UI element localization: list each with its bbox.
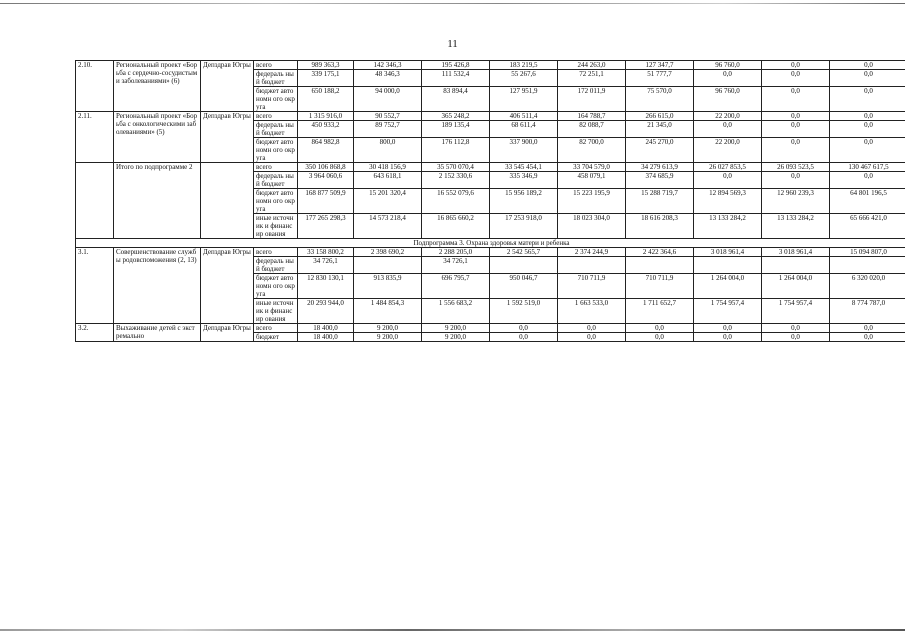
year-amount-cell: 337 900,0	[490, 138, 558, 163]
period-amount-cell: 0,0	[830, 172, 905, 189]
year-amount-cell	[490, 257, 558, 274]
year-amount-cell: 1 663 533,0	[558, 299, 626, 324]
year-amount-cell: 0,0	[762, 172, 830, 189]
year-amount-cell: 244 263,0	[558, 61, 626, 70]
funding-source: бюджет автономн ого округа	[254, 189, 298, 214]
funding-source: бюджет автономн ого округа	[254, 87, 298, 112]
item-code: 2.11.	[76, 112, 114, 163]
year-amount-cell: 12 894 569,3	[694, 189, 762, 214]
year-amount-cell: 0,0	[694, 324, 762, 333]
total-amount-cell: 168 877 509,9	[298, 189, 354, 214]
year-amount-cell	[762, 257, 830, 274]
period-amount-cell: 130 467 617,5	[830, 163, 905, 172]
period-amount-cell: 6 320 020,0	[830, 274, 905, 299]
period-amount-cell: 0,0	[830, 138, 905, 163]
funding-source: иные источник и финансир ования	[254, 299, 298, 324]
year-amount-cell: 9 200,0	[422, 324, 490, 333]
item-title: Выхаживание детей с экстремально	[114, 324, 201, 342]
year-amount-cell: 34 726,1	[422, 257, 490, 274]
total-amount-cell: 3 964 060,6	[298, 172, 354, 189]
year-amount-cell: 696 795,7	[422, 274, 490, 299]
year-amount-cell: 127 347,7	[626, 61, 694, 70]
year-amount-cell: 2 542 565,7	[490, 248, 558, 257]
year-amount-cell: 35 570 070,4	[422, 163, 490, 172]
item-executor: Депздрав Югры	[201, 324, 254, 342]
year-amount-cell: 55 267,6	[490, 70, 558, 87]
year-amount-cell: 14 573 218,4	[354, 214, 422, 239]
year-amount-cell: 127 951,9	[490, 87, 558, 112]
total-amount-cell: 650 188,2	[298, 87, 354, 112]
year-amount-cell: 374 685,9	[626, 172, 694, 189]
year-amount-cell: 710 711,9	[558, 274, 626, 299]
year-amount-cell: 89 752,7	[354, 121, 422, 138]
year-amount-cell	[558, 257, 626, 274]
year-amount-cell: 82 088,7	[558, 121, 626, 138]
item-code	[76, 163, 114, 239]
funding-source: бюджет	[254, 333, 298, 342]
period-amount-cell: 0,0	[830, 324, 905, 333]
year-amount-cell: 9 200,0	[354, 333, 422, 342]
funding-source: всего	[254, 61, 298, 70]
funding-source: иные источник и финансир ования	[254, 214, 298, 239]
year-amount-cell: 17 253 918,0	[490, 214, 558, 239]
year-amount-cell: 1 264 004,0	[762, 274, 830, 299]
page-number: 11	[447, 38, 458, 50]
total-amount-cell: 34 726,1	[298, 257, 354, 274]
year-amount-cell: 913 835,9	[354, 274, 422, 299]
year-amount-cell: 22 200,0	[694, 112, 762, 121]
year-amount-cell: 90 552,7	[354, 112, 422, 121]
total-amount-cell: 18 400,0	[298, 324, 354, 333]
year-amount-cell	[694, 257, 762, 274]
year-amount-cell: 0,0	[490, 333, 558, 342]
year-amount-cell: 800,0	[354, 138, 422, 163]
year-amount-cell: 22 200,0	[694, 138, 762, 163]
funding-source: всего	[254, 112, 298, 121]
year-amount-cell: 0,0	[694, 121, 762, 138]
year-amount-cell: 9 200,0	[354, 324, 422, 333]
year-amount-cell: 16 865 660,2	[422, 214, 490, 239]
total-amount-cell: 450 933,2	[298, 121, 354, 138]
item-title: Совершенствование службы родовспоможения (2, 13)	[114, 248, 201, 324]
period-amount-cell: 0,0	[830, 61, 905, 70]
total-amount-cell: 350 106 868,8	[298, 163, 354, 172]
year-amount-cell: 96 760,0	[694, 87, 762, 112]
year-amount-cell: 0,0	[626, 324, 694, 333]
item-title: Итого по подпрограмме 2	[114, 163, 201, 239]
scan-edge-top	[0, 3, 905, 4]
year-amount-cell: 0,0	[762, 112, 830, 121]
funding-source: федераль ный бюджет	[254, 121, 298, 138]
funding-source: федераль ный бюджет	[254, 70, 298, 87]
total-amount-cell: 339 175,1	[298, 70, 354, 87]
year-amount-cell: 96 760,0	[694, 61, 762, 70]
year-amount-cell: 0,0	[694, 70, 762, 87]
year-amount-cell: 34 279 613,9	[626, 163, 694, 172]
total-amount-cell: 1 315 916,0	[298, 112, 354, 121]
total-amount-cell: 20 293 944,0	[298, 299, 354, 324]
item-code: 3.1.	[76, 248, 114, 324]
year-amount-cell	[626, 257, 694, 274]
period-amount-cell: 0,0	[830, 333, 905, 342]
total-amount-cell: 18 400,0	[298, 333, 354, 342]
funding-source: федераль ный бюджет	[254, 172, 298, 189]
item-executor: Депздрав Югры	[201, 112, 254, 163]
year-amount-cell: 2 398 690,2	[354, 248, 422, 257]
year-amount-cell: 72 251,1	[558, 70, 626, 87]
year-amount-cell: 710 711,9	[626, 274, 694, 299]
subprogram-heading-row	[76, 239, 905, 248]
period-amount-cell: 8 774 787,0	[830, 299, 905, 324]
table-row	[76, 163, 905, 172]
funding-source: всего	[254, 163, 298, 172]
year-amount-cell: 18 616 208,3	[626, 214, 694, 239]
year-amount-cell: 365 248,2	[422, 112, 490, 121]
year-amount-cell: 13 133 284,2	[762, 214, 830, 239]
year-amount-cell: 26 027 853,5	[694, 163, 762, 172]
year-amount-cell: 1 484 854,3	[354, 299, 422, 324]
year-amount-cell: 0,0	[694, 333, 762, 342]
year-amount-cell: 195 426,8	[422, 61, 490, 70]
year-amount-cell: 189 135,4	[422, 121, 490, 138]
year-amount-cell: 2 288 205,0	[422, 248, 490, 257]
year-amount-cell: 12 960 239,3	[762, 189, 830, 214]
year-amount-cell: 18 023 304,0	[558, 214, 626, 239]
scan-edge-bottom	[0, 629, 905, 631]
year-amount-cell: 1 264 004,0	[694, 274, 762, 299]
year-amount-cell: 48 346,3	[354, 70, 422, 87]
year-amount-cell: 16 552 079,6	[422, 189, 490, 214]
year-amount-cell: 142 346,3	[354, 61, 422, 70]
year-amount-cell: 82 700,0	[558, 138, 626, 163]
funding-source: федераль ный бюджет	[254, 257, 298, 274]
funding-source: бюджет автономн ого округа	[254, 274, 298, 299]
year-amount-cell: 266 615,0	[626, 112, 694, 121]
year-amount-cell: 1 556 683,2	[422, 299, 490, 324]
funding-source: всего	[254, 248, 298, 257]
period-amount-cell	[830, 257, 905, 274]
year-amount-cell: 3 018 961,4	[762, 248, 830, 257]
item-executor: Депздрав Югры	[201, 61, 254, 112]
item-executor: Депздрав Югры	[201, 248, 254, 324]
year-amount-cell: 15 956 189,2	[490, 189, 558, 214]
funding-source: всего	[254, 324, 298, 333]
table-row	[76, 112, 905, 121]
year-amount-cell: 3 018 961,4	[694, 248, 762, 257]
year-amount-cell: 1 711 652,7	[626, 299, 694, 324]
total-amount-cell: 177 265 298,3	[298, 214, 354, 239]
period-amount-cell: 15 094 807,0	[830, 248, 905, 257]
period-amount-cell: 0,0	[830, 121, 905, 138]
year-amount-cell: 51 777,7	[626, 70, 694, 87]
year-amount-cell: 21 345,0	[626, 121, 694, 138]
total-amount-cell: 12 830 130,1	[298, 274, 354, 299]
item-code: 2.10.	[76, 61, 114, 112]
table-row	[76, 248, 905, 257]
year-amount-cell: 0,0	[626, 333, 694, 342]
item-title: Региональный проект «Борьба с онкологическими заболеваниями» (5)	[114, 112, 201, 163]
year-amount-cell: 15 201 320,4	[354, 189, 422, 214]
year-amount-cell: 183 219,5	[490, 61, 558, 70]
year-amount-cell: 0,0	[762, 121, 830, 138]
year-amount-cell: 0,0	[558, 324, 626, 333]
year-amount-cell: 950 046,7	[490, 274, 558, 299]
period-amount-cell: 0,0	[830, 87, 905, 112]
year-amount-cell: 15 288 719,7	[626, 189, 694, 214]
year-amount-cell: 2 152 330,6	[422, 172, 490, 189]
subprogram-heading: Подпрограмма 3. Охрана здоровья матери и ребенка	[76, 239, 905, 248]
year-amount-cell: 0,0	[762, 70, 830, 87]
period-amount-cell: 65 666 421,0	[830, 214, 905, 239]
year-amount-cell: 13 133 284,2	[694, 214, 762, 239]
table-row	[76, 324, 905, 333]
period-amount-cell: 0,0	[830, 70, 905, 87]
year-amount-cell: 1 592 519,0	[490, 299, 558, 324]
year-amount-cell: 172 011,9	[558, 87, 626, 112]
year-amount-cell	[354, 257, 422, 274]
year-amount-cell: 9 200,0	[422, 333, 490, 342]
year-amount-cell: 83 894,4	[422, 87, 490, 112]
year-amount-cell: 335 346,9	[490, 172, 558, 189]
year-amount-cell: 458 079,1	[558, 172, 626, 189]
year-amount-cell: 0,0	[762, 333, 830, 342]
year-amount-cell: 0,0	[762, 61, 830, 70]
year-amount-cell: 33 704 579,0	[558, 163, 626, 172]
year-amount-cell: 0,0	[762, 324, 830, 333]
year-amount-cell: 2 422 364,6	[626, 248, 694, 257]
year-amount-cell: 643 618,1	[354, 172, 422, 189]
year-amount-cell: 164 788,7	[558, 112, 626, 121]
year-amount-cell: 26 093 523,5	[762, 163, 830, 172]
year-amount-cell: 2 374 244,9	[558, 248, 626, 257]
total-amount-cell: 864 982,8	[298, 138, 354, 163]
funding-source: бюджет автономн ого округа	[254, 138, 298, 163]
year-amount-cell: 75 570,0	[626, 87, 694, 112]
item-title: Региональный проект «Борьба с сердечно-сосудистыми заболеваниями» (6)	[114, 61, 201, 112]
year-amount-cell: 15 223 195,9	[558, 189, 626, 214]
year-amount-cell: 0,0	[762, 87, 830, 112]
year-amount-cell: 1 754 957,4	[762, 299, 830, 324]
year-amount-cell: 1 754 957,4	[694, 299, 762, 324]
item-code: 3.2.	[76, 324, 114, 342]
year-amount-cell: 0,0	[694, 172, 762, 189]
period-amount-cell: 64 801 196,5	[830, 189, 905, 214]
year-amount-cell: 33 545 454,1	[490, 163, 558, 172]
total-amount-cell: 989 363,3	[298, 61, 354, 70]
year-amount-cell: 245 270,0	[626, 138, 694, 163]
year-amount-cell: 111 532,4	[422, 70, 490, 87]
year-amount-cell: 0,0	[490, 324, 558, 333]
year-amount-cell: 176 112,8	[422, 138, 490, 163]
year-amount-cell: 30 418 156,9	[354, 163, 422, 172]
year-amount-cell: 406 511,4	[490, 112, 558, 121]
table-row	[76, 61, 905, 70]
budget-table	[75, 60, 905, 342]
item-executor	[201, 163, 254, 239]
year-amount-cell: 0,0	[762, 138, 830, 163]
period-amount-cell: 0,0	[830, 112, 905, 121]
year-amount-cell: 68 611,4	[490, 121, 558, 138]
year-amount-cell: 0,0	[558, 333, 626, 342]
total-amount-cell: 33 158 800,2	[298, 248, 354, 257]
year-amount-cell: 94 000,0	[354, 87, 422, 112]
